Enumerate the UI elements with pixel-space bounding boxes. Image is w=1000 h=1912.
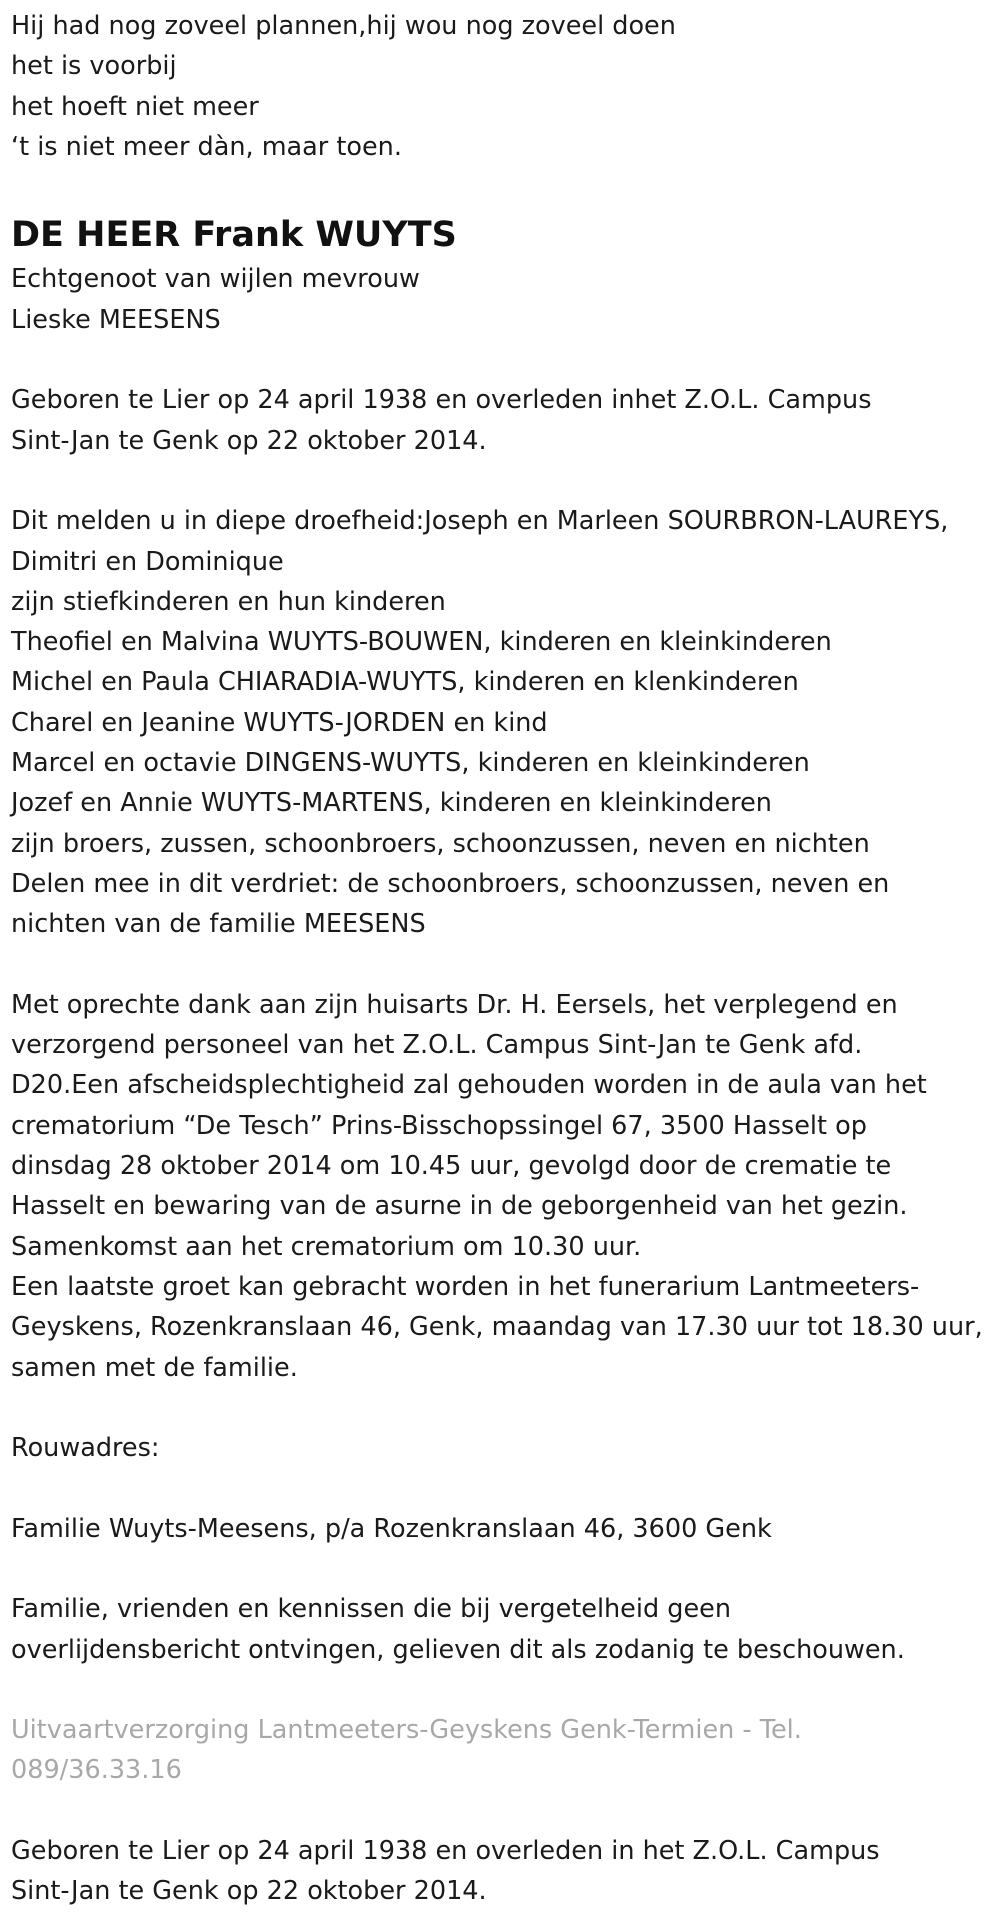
mourning-address-label: Rouwadres: — [11, 1433, 160, 1464]
birth-death-info — [11, 380, 1000, 461]
undertaker-block — [11, 1710, 1000, 1791]
birth-line: Sint-Jan te Genk op 22 oktober 2014. — [11, 425, 487, 456]
family-line: Delen mee in dit verdriet: de schoonbroers, schoonzussen, neven en — [11, 868, 890, 899]
ceremony-line: samen met de familie. — [11, 1352, 298, 1383]
ceremony-line: dinsdag 28 oktober 2014 om 10.45 uur, gevolgd door de crematie te — [11, 1151, 892, 1182]
family-line: nichten van de familie MEESENS — [11, 909, 426, 940]
ceremony-line: Een laatste groet kan gebracht worden in het funerarium Lantmeeters- — [11, 1271, 920, 1302]
deceased-name: DE HEER Frank WUYTS — [11, 215, 457, 256]
birth-death-info-repeat — [11, 1831, 1000, 1912]
mourning-address-block — [11, 1509, 1000, 1549]
mourning-address-label-block — [11, 1428, 1000, 1468]
family-line: zijn stiefkinderen en hun kinderen — [11, 586, 446, 617]
notice-block — [11, 1589, 1000, 1670]
family-line: Michel en Paula CHIARADIA-WUYTS, kinderen en klenkinderen — [11, 667, 799, 698]
ceremony-info — [11, 985, 1000, 1388]
spouse-line: Lieske MEESENS — [11, 304, 221, 335]
ceremony-line: Met oprechte dank aan zijn huisarts Dr. H. Eersels, het verplegend en — [11, 989, 898, 1020]
poem-line: het is voorbij — [11, 51, 177, 82]
ceremony-line: crematorium “De Tesch” Prins-Bisschopssingel 67, 3500 Hasselt op — [11, 1110, 867, 1141]
family-list — [11, 501, 1000, 944]
family-line: Dit melden u in diepe droefheid:Joseph en Marleen SOURBRON-LAUREYS, — [11, 506, 949, 537]
notice-line: Familie, vrienden en kennissen die bij vergetelheid geen — [11, 1594, 731, 1625]
family-line: Jozef en Annie WUYTS-MARTENS, kinderen en kleinkinderen — [11, 788, 772, 819]
notice-line: overlijdensbericht ontvingen, gelieven dit als zodanig te beschouwen. — [11, 1634, 905, 1665]
undertaker-line: Uitvaartverzorging Lantmeeters-Geyskens Genk-Termien - Tel. — [11, 1715, 802, 1746]
ceremony-line: D20.Een afscheidsplechtigheid zal gehouden worden in de aula van het — [11, 1070, 927, 1101]
birth-line: Sint-Jan te Genk op 22 oktober 2014. — [11, 1876, 487, 1907]
family-line: Marcel en octavie DINGENS-WUYTS, kinderen en kleinkinderen — [11, 748, 810, 779]
ceremony-line: Hasselt en bewaring van de asurne in de geborgenheid van het gezin. — [11, 1191, 908, 1222]
poem-line: het hoeft niet meer — [11, 91, 259, 122]
family-line: Charel en Jeanine WUYTS-JORDEN en kind — [11, 707, 548, 738]
poem-line: Hij had nog zoveel plannen,hij wou nog zoveel doen — [11, 11, 676, 41]
deceased-section — [11, 207, 1000, 340]
undertaker-phone: 089/36.33.16 — [11, 1755, 182, 1786]
poem-line: ‘t is niet meer dàn, maar toen. — [11, 131, 402, 162]
ceremony-line: verzorgend personeel van het Z.O.L. Campus Sint-Jan te Genk afd. — [11, 1030, 863, 1061]
birth-line: Geboren te Lier op 24 april 1938 en overleden in het Z.O.L. Campus — [11, 1836, 880, 1867]
family-line: Dimitri en Dominique — [11, 546, 284, 577]
spouse-line: Echtgenoot van wijlen mevrouw — [11, 264, 420, 295]
ceremony-line: Samenkomst aan het crematorium om 10.30 uur. — [11, 1231, 642, 1262]
ceremony-line: Geyskens, Rozenkranslaan 46, Genk, maandag van 17.30 uur tot 18.30 uur, — [11, 1312, 983, 1343]
poem — [11, 6, 1000, 167]
mourning-address: Familie Wuyts-Meesens, p/a Rozenkranslaan 46, 3600 Genk — [11, 1513, 772, 1544]
family-line: Theofiel en Malvina WUYTS-BOUWEN, kinderen en kleinkinderen — [11, 627, 832, 658]
birth-line: Geboren te Lier op 24 april 1938 en overleden inhet Z.O.L. Campus — [11, 385, 872, 416]
family-line: zijn broers, zussen, schoonbroers, schoonzussen, neven en nichten — [11, 828, 870, 859]
